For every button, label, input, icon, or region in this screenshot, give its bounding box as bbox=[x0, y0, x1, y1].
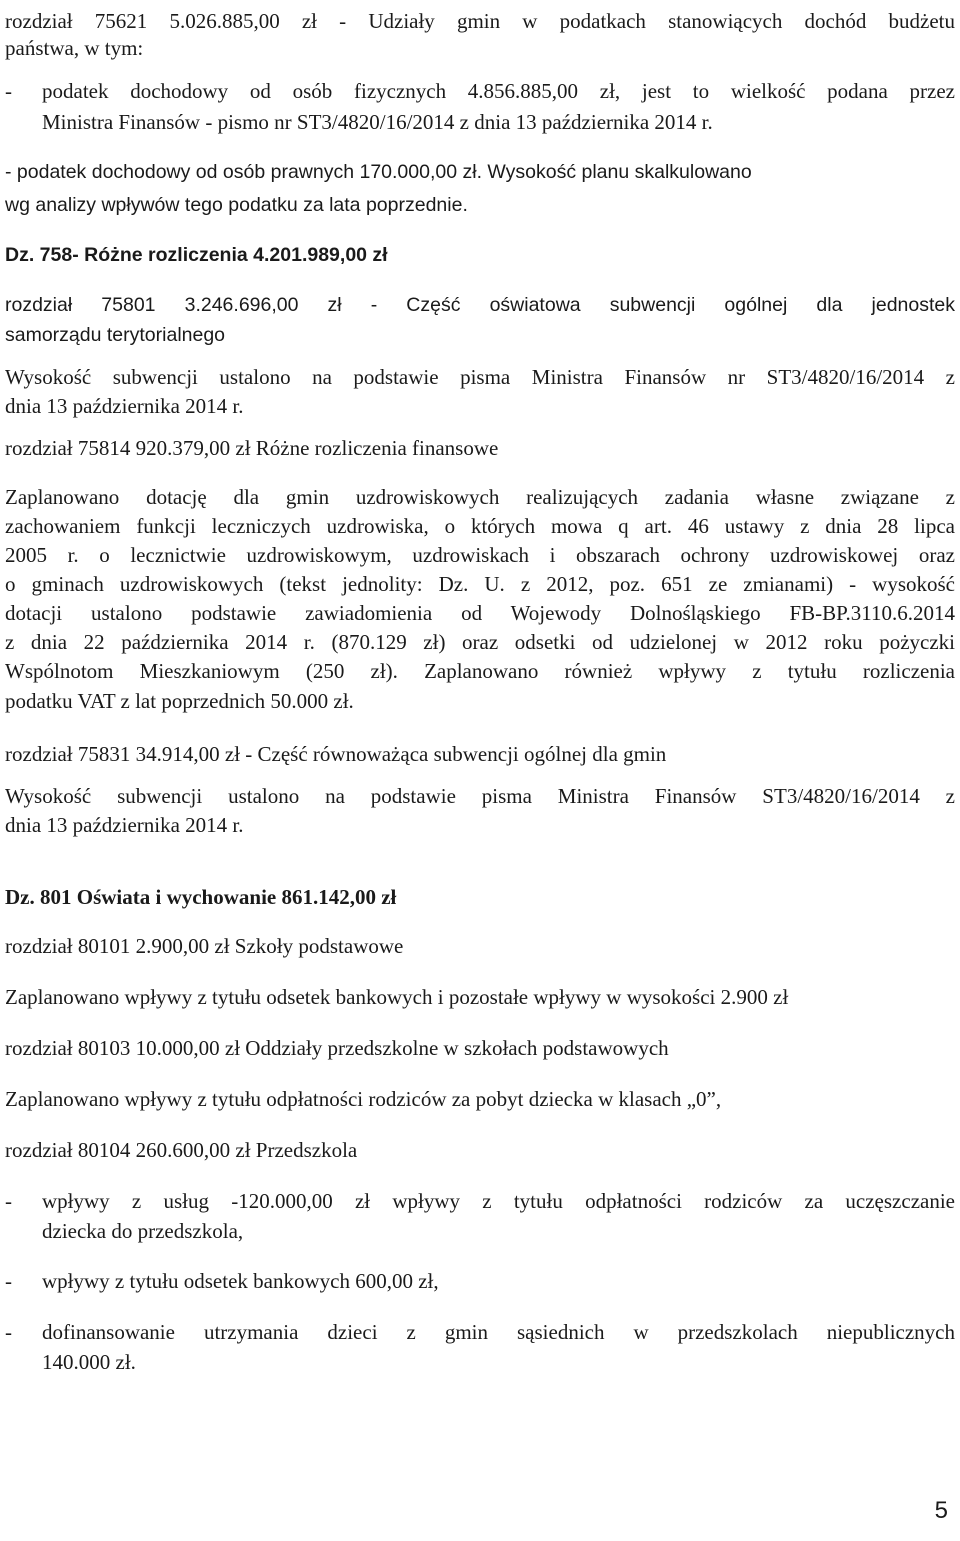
section-heading: rozdział 75831 34.914,00 zł - Część równoważąca subwencji ogólnej dla gmin bbox=[5, 742, 667, 766]
text-line: 2005 r. o lecznictwie uzdrowiskowym, uzdrowiskach i obszarach ochrony uzdrowiskowej oraz bbox=[5, 543, 955, 567]
text-line: z dnia 22 października 2014 r. (870.129 zł) oraz odsetki od udzielonej w 2012 roku pożyczki bbox=[5, 630, 955, 654]
list-item: dofinansowanie utrzymania dzieci z gmin sąsiednich w przedszkolach niepublicznych bbox=[42, 1320, 955, 1344]
section-heading: rozdział 80101 2.900,00 zł Szkoły podstawowe bbox=[5, 934, 404, 958]
text-line: - podatek dochodowy od osób prawnych 170.000,00 zł. Wysokość planu skalkulowano bbox=[5, 161, 752, 183]
text-line: zachowaniem funkcji leczniczych uzdrowiska, o których mowa q art. 46 ustawy z dnia 28 lipca bbox=[5, 514, 955, 538]
text-line: dnia 13 października 2014 r. bbox=[5, 394, 244, 418]
list-bullet: - bbox=[5, 1320, 12, 1344]
list-bullet: - bbox=[5, 1189, 12, 1213]
section-heading: rozdział 80103 10.000,00 zł Oddziały przedszkolne w szkołach podstawowych bbox=[5, 1036, 669, 1060]
section-heading: Dz. 758- Różne rozliczenia 4.201.989,00 zł bbox=[5, 244, 388, 266]
text-line: wg analizy wpływów tego podatku za lata poprzednie. bbox=[5, 194, 468, 216]
text-line: rozdział 75801 3.246.696,00 zł - Część oświatowa subwencji ogólnej dla jednostek bbox=[5, 294, 955, 316]
text-line: samorządu terytorialnego bbox=[5, 324, 226, 346]
list-bullet: - bbox=[5, 1269, 12, 1293]
text-line: państwa, w tym: bbox=[5, 36, 144, 60]
text-line: o gminach uzdrowiskowych (tekst jednolity: Dz. U. z 2012, poz. 651 ze zmianami) - wysokość bbox=[5, 572, 955, 596]
text-line: Wysokość subwencji ustalono na podstawie pisma Ministra Finansów ST3/4820/16/2014 z bbox=[5, 784, 955, 808]
list-item: wpływy z usług -120.000,00 zł wpływy z tytułu odpłatności rodziców za uczęszczanie bbox=[42, 1189, 955, 1213]
text-line: Wysokość subwencji ustalono na podstawie pisma Ministra Finansów nr ST3/4820/16/2014 z bbox=[5, 365, 955, 389]
list-bullet: - bbox=[5, 79, 12, 103]
text-line: Zaplanowano wpływy z tytułu odsetek bankowych i pozostałe wpływy w wysokości 2.900 zł bbox=[5, 985, 789, 1009]
section-heading: rozdział 80104 260.600,00 zł Przedszkola bbox=[5, 1138, 358, 1162]
text-line: Zaplanowano wpływy z tytułu odpłatności rodziców za pobyt dziecka w klasach „0”, bbox=[5, 1087, 722, 1111]
text-line: rozdział 75621 5.026.885,00 zł - Udziały gmin w podatkach stanowiących dochód budżetu bbox=[5, 9, 955, 33]
text-line: dziecka do przedszkola, bbox=[42, 1219, 244, 1243]
text-line: podatku VAT z lat poprzednich 50.000 zł. bbox=[5, 689, 354, 713]
text-line: 140.000 zł. bbox=[42, 1350, 136, 1374]
page-number: 5 bbox=[934, 1497, 948, 1524]
text-line: Wspólnotom Mieszkaniowym (250 zł). Zaplanowano również wpływy z tytułu rozliczenia bbox=[5, 659, 955, 683]
text-line: dnia 13 października 2014 r. bbox=[5, 813, 244, 837]
section-heading: Dz. 801 Oświata i wychowanie 861.142,00 zł bbox=[5, 885, 397, 909]
text-line: Zaplanowano dotację dla gmin uzdrowiskowych realizujących zadania własne związane z bbox=[5, 485, 955, 509]
list-item: wpływy z tytułu odsetek bankowych 600,00 zł, bbox=[42, 1269, 439, 1293]
text-line: podatek dochodowy od osób fizycznych 4.856.885,00 zł, jest to wielkość podana przez bbox=[42, 79, 955, 103]
text-line: dotacji ustalono podstawie zawiadomienia od Wojewody Dolnośląskiego FB-BP.3110.6.2014 bbox=[5, 601, 955, 625]
section-heading: rozdział 75814 920.379,00 zł Różne rozliczenia finansowe bbox=[5, 436, 499, 460]
text-line: Ministra Finansów - pismo nr ST3/4820/16/2014 z dnia 13 października 2014 r. bbox=[42, 110, 713, 134]
